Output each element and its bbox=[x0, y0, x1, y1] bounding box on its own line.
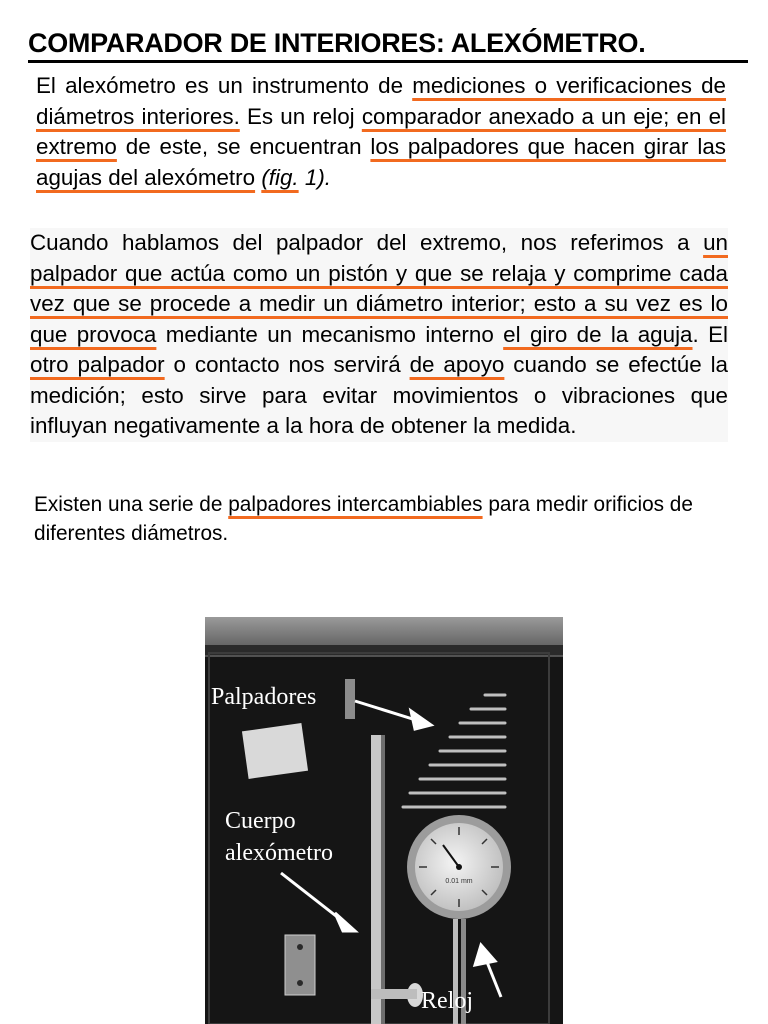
underlined-phrase: comparador anexado a un eje; en el extremo bbox=[36, 103, 726, 159]
text-run: El alexómetro es un instrumento de bbox=[36, 73, 413, 98]
underlined-phrase: los palpadores que hacen girar las agujas del alexómetro bbox=[36, 134, 726, 190]
text-run: o contacto nos servirá bbox=[164, 352, 410, 377]
label-reloj: Reloj bbox=[421, 988, 473, 1014]
text-run: de este, se encuentran bbox=[116, 134, 371, 159]
paragraph-palpador bbox=[30, 228, 728, 442]
small-clip bbox=[345, 679, 355, 719]
underlined-phrase: de apoyo bbox=[409, 352, 505, 377]
figure-number: 1). bbox=[298, 164, 331, 190]
page-title: COMPARADOR DE INTERIORES: ALEXÓMETRO. bbox=[28, 26, 748, 63]
text-run: mediante un mecanismo interno bbox=[156, 321, 504, 347]
underlined-phrase: otro palpador bbox=[30, 352, 165, 377]
label-cuerpo: Cuerpo bbox=[225, 808, 296, 834]
text-run: Existen una serie de bbox=[34, 493, 229, 516]
text-run: para medir orificios de diferentes diámetros. bbox=[34, 493, 693, 545]
text-run: Cuando hablamos del palpador del extremo, nos referimos a bbox=[30, 230, 704, 255]
alexometro-photo bbox=[205, 617, 563, 1024]
paragraph-intercambiables bbox=[34, 490, 702, 548]
underlined-phrase: un palpador que actúa como un pistón y que se relaja y comprime cada vez que se procede a medir un diámetro interior; esto a su vez es lo que provoca bbox=[30, 230, 728, 347]
body-shaft bbox=[371, 735, 381, 1024]
label-alexometro: alexómetro bbox=[225, 840, 333, 866]
text-run: . El bbox=[692, 321, 729, 347]
underlined-phrase: mediciones o verificaciones de diámetros interiores. bbox=[36, 73, 727, 129]
underlined-phrase: el giro de la aguja bbox=[503, 321, 693, 347]
underlined-phrase: palpadores intercambiables bbox=[228, 493, 483, 516]
paragraph-definition bbox=[36, 71, 726, 193]
dial-text: 0.01 mm bbox=[445, 878, 473, 885]
label-card bbox=[242, 723, 308, 779]
text-run: Es un reloj bbox=[239, 103, 362, 129]
label-palpadores: Palpadores bbox=[211, 684, 317, 710]
text-run: cuando se efectúe la medición; esto sirve para evitar movimientos o vibraciones que influyan negativamente a la hora de obtener la medida. bbox=[30, 352, 728, 438]
figure-reference: (fig. bbox=[261, 164, 299, 190]
